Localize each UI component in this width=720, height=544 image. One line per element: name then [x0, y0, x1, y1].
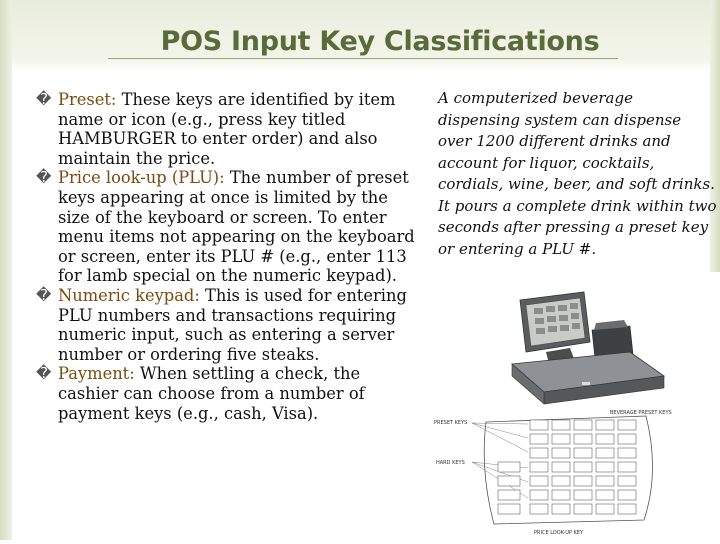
figure-label-bottom: PRICE LOOK-UP KEY — [534, 530, 583, 536]
bullet-body: These keys are identified by item name or icon (e.g., press key titled HAMBURGER to enter order) and also maintain the price. — [58, 90, 396, 168]
side-note: A computerized beverage dispensing system can dispense over 1200 different drinks and account for liquor, cocktails, cordials, wine, beer, and soft drinks. It pours a complete drink within two seconds after pressing a preset key or entering a PLU #. — [438, 89, 717, 258]
bullet-term: Payment: — [58, 364, 135, 384]
bullet-list — [36, 90, 421, 423]
pos-terminal-illustration — [512, 292, 664, 404]
figure-label-hard: HARD KEYS — [436, 460, 465, 466]
bullet-item-payment — [36, 364, 421, 423]
bullet-term: Preset: — [58, 90, 117, 109]
bullet-term: Numeric keypad: — [58, 285, 200, 305]
bullet-text — [58, 90, 421, 168]
bullet-icon: � — [36, 90, 52, 108]
bullet-item-preset — [36, 90, 421, 168]
bullet-item-numeric-keypad — [36, 286, 421, 364]
bullet-text — [58, 168, 421, 286]
bullet-icon: � — [36, 285, 52, 304]
pos-terminal-image — [434, 272, 720, 540]
bullet-body: This is used for entering PLU numbers and transactions requiring numeric input, such as entering a server number or ordering five steaks. — [58, 285, 407, 364]
background-left-edge — [0, 0, 12, 540]
bullet-body: When settling a check, the cashier can choose from a number of payment keys (e.g., cash, Visa). — [58, 364, 365, 423]
bullet-icon: � — [36, 364, 52, 383]
figure-label-preset: PRESET KEYS — [434, 420, 468, 426]
bullet-item-plu — [36, 168, 421, 286]
pos-diagram — [434, 272, 720, 540]
keyboard-diagram — [434, 410, 672, 536]
bullet-text — [58, 286, 421, 364]
title-underline — [108, 58, 618, 59]
figure-label-header: BEVERAGE PRESET KEYS — [610, 410, 672, 416]
slide-title: POS Input Key Classifications — [160, 26, 600, 57]
bullet-text — [58, 364, 421, 423]
bullet-icon: � — [36, 168, 52, 187]
bullet-body: The number of preset keys appearing at once is limited by the size of the keyboard or screen. To enter menu items not appearing on the keyboard or screen, enter its PLU # (e.g., enter 113 for lamb special on the numeric keypad). — [58, 168, 415, 286]
bullet-term: Price look-up (PLU): — [58, 168, 225, 188]
